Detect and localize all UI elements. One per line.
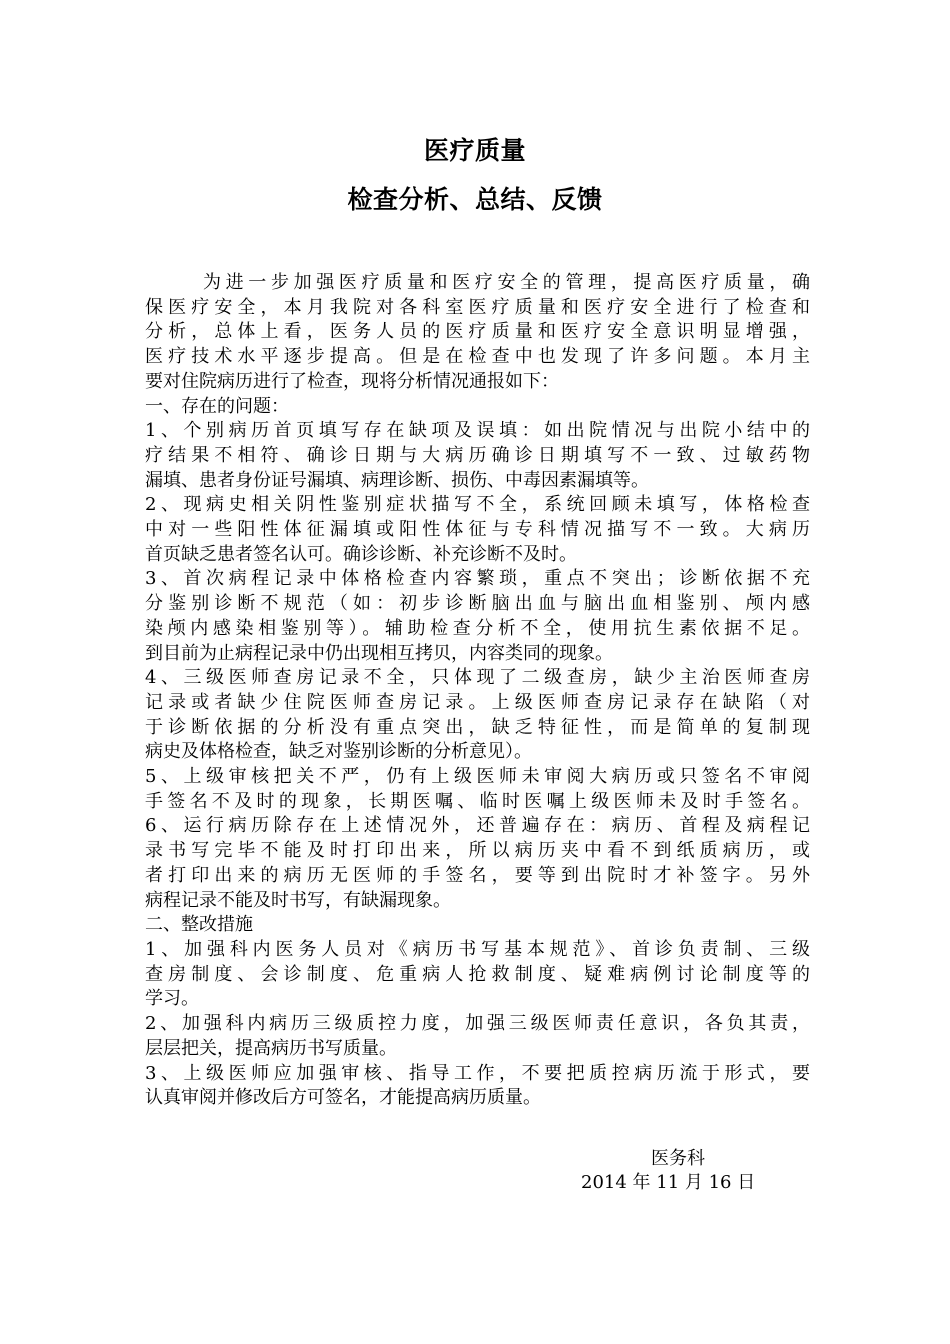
body-line: 层层把关，提高病历书写质量。 [145,1037,397,1059]
body-line: 1、加强科内医务人员对《病历书写基本规范》、首诊负责制、三级 [145,938,810,960]
body-line: 一、存在的问题： [145,395,289,417]
body-line: 查房制度、会诊制度、危重病人抢救制度、疑难病例讨论制度等的 [145,963,810,985]
body-line: 4、三级医师查房记录不全，只体现了二级查房，缺少主治医师查房 [145,667,810,689]
body-line: 2、现病史相关阴性鉴别症状描写不全，系统回顾未填写，体格检查 [145,494,810,516]
body-line: 医疗技术水平逐步提高。但是在检查中也发现了许多问题。本月主 [145,346,810,368]
body-line: 学习。 [145,988,199,1010]
body-line: 1、个别病历首页填写存在缺项及误填：如出院情况与出院小结中的 [145,420,810,442]
body-line: 记录或者缺少住院医师查房记录。上级医师查房记录存在缺陷（对 [145,691,810,713]
body-line: 认真审阅并修改后方可签名，才能提高病历质量。 [145,1087,541,1109]
body-line: 分析，总体上看，医务人员的医疗质量和医疗安全意识明显增强， [145,321,810,343]
body-line: 保医疗安全，本月我院对各科室医疗质量和医疗安全进行了检查和 [145,296,810,318]
body-line: 3、上级医师应加强审核、指导工作，不要把质控病历流于形式，要 [145,1062,810,1084]
body-line: 5、上级审核把关不严，仍有上级医师未审阅大病历或只签名不审阅 [145,766,810,788]
document-body [145,271,810,1111]
body-line: 于诊断依据的分析没有重点突出，缺乏特征性，而是简单的复制现 [145,716,810,738]
body-line: 染颅内感染相鉴别等）。辅助检查分析不全，使用抗生素依据不足。 [145,617,810,639]
body-line: 为进一步加强医疗质量和医疗安全的管理，提高医疗质量，确 [203,272,810,293]
body-line: 疗结果不相符、确诊日期与大病历确诊日期填写不一致、过敏药物 [145,444,810,466]
body-line: 病史及体格检查，缺乏对鉴别诊断的分析意见）。 [145,741,532,763]
signature-date: 2014 年 11 月 16 日 [581,1172,756,1193]
body-line: 要对住院病历进行了检查，现将分析情况通报如下： [145,370,559,392]
document-title: 医疗质量 [423,136,526,165]
body-line: 到目前为止病程记录中仍出现相互拷贝，内容类同的现象。 [145,642,613,664]
body-line: 首页缺乏患者签名认可。确诊诊断、补充诊断不及时。 [145,543,577,565]
body-line: 2、加强科内病历三级质控力度，加强三级医师责任意识，各负其责， [145,1013,810,1035]
body-line: 分鉴别诊断不规范（如：初步诊断脑出血与脑出血相鉴别、颅内感 [145,593,810,615]
body-line: 二、整改措施 [145,914,253,936]
body-line: 手签名不及时的现象，长期医嘱、临时医嘱上级医师未及时手签名。 [145,790,810,812]
body-line: 病程记录不能及时书写，有缺漏现象。 [145,889,451,911]
body-line: 录书写完毕不能及时打印出来，所以病历夹中看不到纸质病历，或 [145,840,810,862]
signature-department: 医务科 [651,1148,705,1169]
document-subtitle: 检查分析、总结、反馈 [347,185,603,214]
body-line: 者打印出来的病历无医师的手签名，要等到出院时才补签字。另外 [145,864,810,886]
body-line: 漏填、患者身份证号漏填、病理诊断、损伤、中毒因素漏填等。 [145,469,649,491]
body-line: 3、首次病程记录中体格检查内容繁琐，重点不突出；诊断依据不充 [145,568,810,590]
body-line: 6、运行病历除存在上述情况外，还普遍存在：病历、首程及病程记 [145,815,810,837]
body-line: 中对一些阳性体征漏填或阳性体征与专科情况描写不一致。大病历 [145,519,810,541]
